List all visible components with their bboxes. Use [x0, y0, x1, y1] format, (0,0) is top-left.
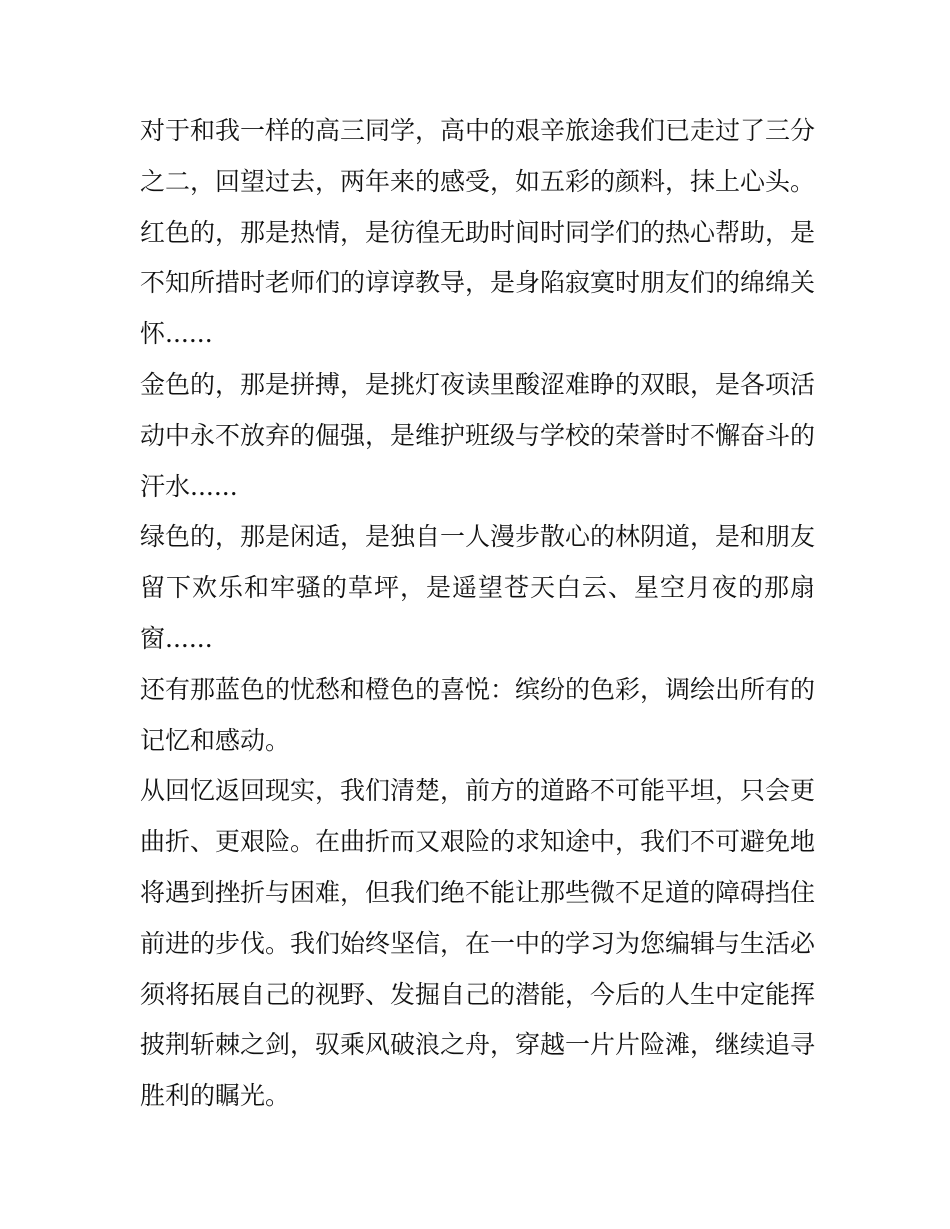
- document-body: [140, 106, 815, 1122]
- paragraph-green: 绿色的，那是闲适，是独自一人漫步散心的林阴道，是和朋友留下欢乐和牢骚的草坪，是遥望苍天白云、星空月夜的那扇窗......: [140, 522, 816, 653]
- paragraph-reality: 从回忆返回现实，我们清楚，前方的道路不可能平坦，只会更曲折、更艰险。在曲折而又艰险的求知途中，我们不可避免地将遇到挫折与困难，但我们绝不能让那些微不足道的障碍挡住前进的步伐。我们始终坚信，在一中的学习为您编辑与生活必须将拓展自己的视野、发掘自己的潜能，今后的人生中定能挥披荆斩棘之剑，驭乘风破浪之舟，穿越一片片险滩，继续追寻胜利的瞩光。: [140, 776, 816, 1111]
- paragraph-gold: 金色的，那是拼搏，是挑灯夜读里酸涩难睁的双眼，是各项活动中永不放弃的倔强，是维护班级与学校的荣誉时不懈奋斗的汗水......: [140, 369, 816, 501]
- paragraph-intro: 对于和我一样的高三同学，高中的艰辛旅途我们已走过了三分之二，回望过去，两年来的感受，如五彩的颜料，抹上心头。: [140, 116, 816, 196]
- paragraph-red: 红色的，那是热情，是彷徨无助时间时同学们的热心帮助，是不知所措时老师们的谆谆教导，是身陷寂寞时朋友们的绵绵关怀......: [140, 217, 816, 349]
- paragraph-blue-orange: 还有那蓝色的忧愁和橙色的喜悦：缤纷的色彩，调绘出所有的记忆和感动。: [140, 674, 816, 755]
